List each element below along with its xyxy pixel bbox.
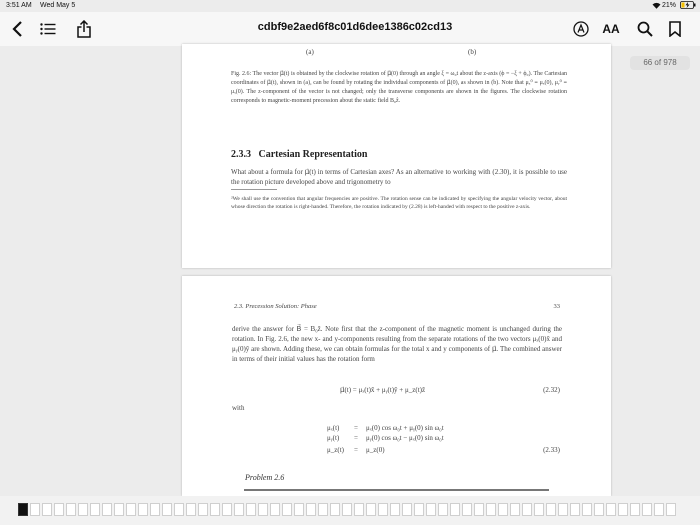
page-thumbnail[interactable] <box>282 503 292 516</box>
page-thumbnail[interactable] <box>162 503 172 516</box>
page-thumbnail[interactable] <box>222 503 232 516</box>
page-thumbnail[interactable] <box>150 503 160 516</box>
page-thumbnail[interactable] <box>102 503 112 516</box>
equation-relation: = <box>354 446 358 454</box>
page-thumbnail[interactable] <box>654 503 664 516</box>
problem-rule <box>244 489 549 491</box>
page-thumbnail[interactable] <box>306 503 316 516</box>
page-thumbnail[interactable] <box>390 503 400 516</box>
battery-percent: 21% <box>662 2 677 9</box>
document-page <box>182 276 611 496</box>
equation-number: (2.32) <box>543 386 560 394</box>
page-thumbnail[interactable] <box>30 503 40 516</box>
footnote-rule <box>231 189 277 190</box>
page-thumbnail[interactable] <box>186 503 196 516</box>
equation-rhs: μ_z(0) <box>366 446 385 454</box>
section-heading <box>231 149 367 160</box>
current-page-thumbnail[interactable] <box>18 503 28 516</box>
page-thumbnail[interactable] <box>294 503 304 516</box>
with-label: with <box>232 404 245 412</box>
page-thumbnail[interactable] <box>378 503 388 516</box>
back-button[interactable] <box>6 18 28 40</box>
equation-2-32: μ⃗(t) = μₓ(t)x̂ + μᵧ(t)ŷ + μ_z(t)ẑ <box>340 386 426 394</box>
page-thumbnail[interactable] <box>258 503 268 516</box>
page-thumbnail[interactable] <box>630 503 640 516</box>
page-thumbnail[interactable] <box>198 503 208 516</box>
page-thumbnail[interactable] <box>174 503 184 516</box>
equation-number: (2.33) <box>543 446 560 454</box>
page-thumbnail[interactable] <box>534 503 544 516</box>
share-button[interactable] <box>73 18 95 40</box>
page-thumbnail[interactable] <box>486 503 496 516</box>
equation-rhs: μₓ(0) cos ω₀t + μᵧ(0) sin ω₀t <box>366 424 444 432</box>
equation-lhs: μₓ(t) <box>327 424 340 432</box>
document-page <box>182 44 611 268</box>
page-thumbnail[interactable] <box>570 503 580 516</box>
page-thumbnail[interactable] <box>642 503 652 516</box>
paragraph: derive the answer for B⃗ = B₀ẑ. Note first that the z-component of the magnetic moment is unchanged during the rotation. In Fig. 2.6, the new x- and y-components resulting from the separate rotations of the two vectors μₓ(0)x̂ and μᵧ(0)ŷ are shown. Adding these, we can obtain formulas for the total x and y components of μ⃗. The combined answer in terms of their initial values has the rotation form <box>232 325 562 363</box>
page-thumbnail[interactable] <box>594 503 604 516</box>
page-thumbnail[interactable] <box>66 503 76 516</box>
wifi-icon <box>652 2 661 11</box>
equation-relation: = <box>354 424 358 432</box>
search-button[interactable] <box>634 18 656 40</box>
page-thumbnail[interactable] <box>54 503 64 516</box>
page-thumbnail[interactable] <box>366 503 376 516</box>
page-thumbnail[interactable] <box>546 503 556 516</box>
page-thumbnail[interactable] <box>138 503 148 516</box>
page-thumbnail[interactable] <box>582 503 592 516</box>
equation-lhs: μᵧ(t) <box>327 434 340 442</box>
page-thumbnail[interactable] <box>522 503 532 516</box>
battery-charging-icon <box>680 1 696 11</box>
problem-heading: Problem 2.6 <box>245 473 285 482</box>
page-thumbnail[interactable] <box>210 503 220 516</box>
status-time: 3:51 AM <box>6 2 32 9</box>
paragraph: What about a formula for μ⃗(t) in terms of Cartesian axes? As an alternative to working with (2.30), it is possible to use the rotation picture developed above and trigonometry to <box>231 168 567 186</box>
page-thumbnail[interactable] <box>42 503 52 516</box>
page-thumbnail[interactable] <box>666 503 676 516</box>
page-thumbnail[interactable] <box>342 503 352 516</box>
document-title: cdbf9e2aed6f8c01d6dee1386c02cd13 <box>257 21 453 33</box>
page-thumbnail[interactable] <box>270 503 280 516</box>
page-thumbnail[interactable] <box>414 503 424 516</box>
page-thumbnail[interactable] <box>330 503 340 516</box>
page-thumbnail[interactable] <box>426 503 436 516</box>
page-thumbnail[interactable] <box>558 503 568 516</box>
page-thumbnail[interactable] <box>90 503 100 516</box>
page-thumbnail[interactable] <box>450 503 460 516</box>
status-bar <box>0 0 700 12</box>
status-date: Wed May 5 <box>40 2 76 9</box>
page-number: 33 <box>553 303 560 310</box>
page-thumbnail[interactable] <box>606 503 616 516</box>
page-thumbnail[interactable] <box>246 503 256 516</box>
bookmark-button[interactable] <box>664 18 686 40</box>
page-thumbnail[interactable] <box>510 503 520 516</box>
section-title: Cartesian Representation <box>258 149 368 160</box>
page-thumbnail[interactable] <box>462 503 472 516</box>
equation-rhs: μᵧ(0) cos ω₀t − μₓ(0) sin ω₀t <box>366 434 444 442</box>
page-thumbnail[interactable] <box>438 503 448 516</box>
figure-label-b: (b) <box>468 48 477 56</box>
equation-relation: = <box>354 434 358 442</box>
footnote: ²We shall use the convention that angular frequencies are positive. The rotation sense can be indicated by specifying the angular velocity vector, about whose direction the rotation is right-handed. Therefore, the rotation indicated by (2.28) is left-handed with respect to the positive z-axis. <box>231 196 567 210</box>
section-number: 2.3.3 <box>231 149 251 160</box>
table-of-contents-button[interactable] <box>37 18 59 40</box>
page-thumbnail[interactable] <box>618 503 628 516</box>
page-thumbnail[interactable] <box>234 503 244 516</box>
page-indicator[interactable]: 66 of 978 <box>630 56 690 70</box>
page-thumbnail[interactable] <box>402 503 412 516</box>
page-thumbnail[interactable] <box>318 503 328 516</box>
page-thumbnail[interactable] <box>474 503 484 516</box>
figure-caption: Fig. 2.6: The vector μ⃗(t) is obtained by the clockwise rotation of μ⃗(0) through an angle ξ = ω₀t about the z-axis (ϕ = −ξ + ϕ₀). The Cartesian coordinates of μ⃗(t), shown in (a), can be found by rotating the individual components of μ⃗(0), as shown in (b). Note that μₓ⁰ ≡ μₓ(0), μᵧ⁰ ≡ μᵧ(0). The z-component of the vector is not changed; only the transverse components are shown in the figures. The clockwise rotation corresponds to magnetic-moment precession about the static field B₀ẑ. <box>231 71 567 104</box>
figure-label-a: (a) <box>306 48 314 56</box>
page-thumbnail[interactable] <box>498 503 508 516</box>
text-size-button[interactable]: AA <box>602 22 620 36</box>
page-thumbnail[interactable] <box>354 503 364 516</box>
running-head: 2.3. Precession Solution: Phase <box>234 303 317 310</box>
equation-lhs: μ_z(t) <box>327 446 344 454</box>
page-thumbnail[interactable] <box>78 503 88 516</box>
page-thumbnail[interactable] <box>114 503 124 516</box>
markup-button[interactable] <box>570 18 592 40</box>
page-thumbnail[interactable] <box>126 503 136 516</box>
